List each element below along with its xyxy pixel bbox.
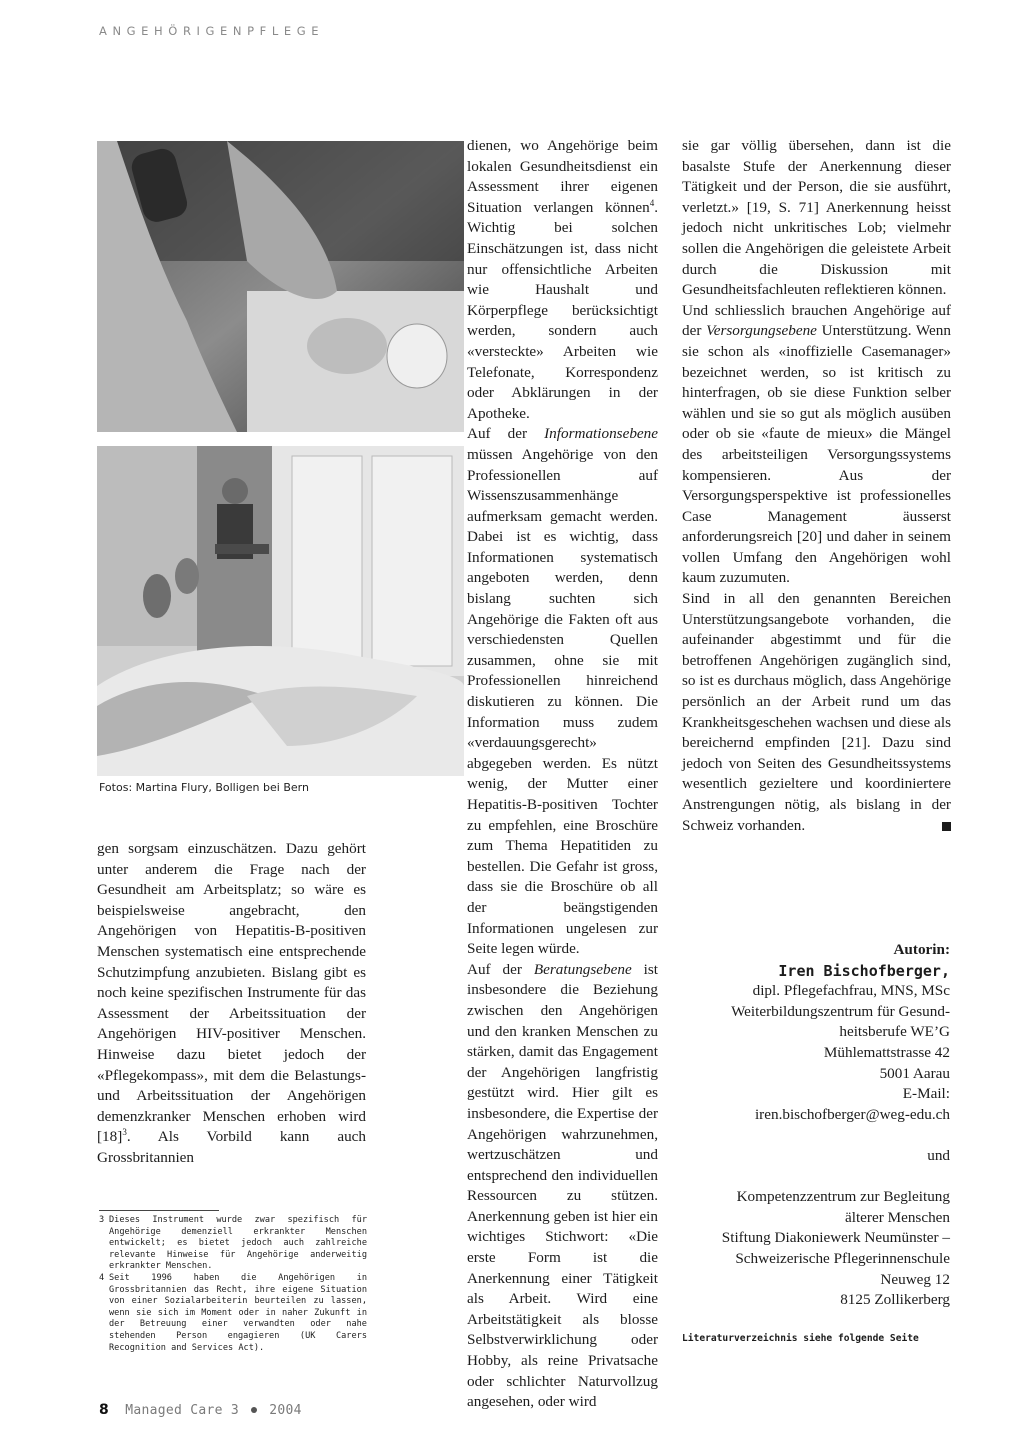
berat-pre: Auf der xyxy=(467,960,534,978)
column-2-text-a: dienen, wo Angehörige beim lokalen Gesundheitsdienst ein Assessment ihrer eigenen Situation verlangen können xyxy=(467,137,658,216)
column-2-paragraph-beratung xyxy=(467,960,658,1413)
author-line: Weiterbildungszentrum für Gesund- xyxy=(731,1002,950,1020)
author-name: Iren Bischofberger, xyxy=(778,961,950,980)
info-pre: Auf der xyxy=(467,425,545,443)
end-of-article-mark xyxy=(942,822,951,831)
footnote-text: Seit 1996 haben die Angehörigen in Grossbritannien das Recht, ihre eigene Situation von einer Sozialarbeiterin beurteilen zu lassen, wenn sie sich im Moment oder in naher Zukunft in der Betreuung einer verwandten oder nahe stehenden Person engagieren (UK Carers Recognition and Services Act). xyxy=(109,1272,367,1353)
term-beratungsebene: Beratungsebene xyxy=(533,960,632,978)
column-1-text-end: . Als Vorbild kann auch Grossbritannien xyxy=(97,1128,366,1166)
spacer xyxy=(682,1125,950,1146)
photo-man-on-phone xyxy=(97,141,464,432)
author-block xyxy=(682,940,950,1349)
footnote-text: Dieses Instrument wurde zwar spezifisch für Angehörige demenziell erkrankter Menschen entwickelt; es bietet jedoch auch zahlreiche relevante Hinweise für Angehörige anderweitig erkrankter Menschen. xyxy=(109,1215,367,1272)
berat-post: ist insbesondere die Beziehung zwischen den Angehörigen und den kranken Menschen zu stärken, damit das Engagement der Angehörigen langfristig gestützt wird. Hier gilt es insbesondere, die Expertise der Angehörigen wahrzunehmen, wertzuschätzen und entsprechend den individuellen Ressourcen zu stützen. Anerkennung geben ist hier ein wichtiges Stichwort: «Die erste Form ist die Anerkennung einer Tätigkeit als Arbeit. Wird eine Arbeitstätigkeit als blosse Selbstverwirklichung oder Hobby, als reine Privatsache oder schlichter Naturvollzug angesehen, oder wird xyxy=(467,960,658,1411)
section-label: ANGEHÖRIGENPFLEGE xyxy=(99,24,325,38)
issue-number: 3 xyxy=(230,1403,239,1418)
footnote-number: 3 xyxy=(99,1215,105,1225)
author-line: 8125 Zollikerberg xyxy=(840,1291,950,1309)
page-number: 8 xyxy=(99,1402,110,1418)
photo-phone-image xyxy=(97,141,464,432)
author-line: Schweizerische Pflegerinnenschule xyxy=(735,1249,950,1267)
term-versorgungsebene: Versorgungsebene xyxy=(706,322,817,340)
footnote-ref-3: 3 xyxy=(122,1127,127,1138)
column-2-paragraph-info xyxy=(467,424,658,959)
author-line: Kompetenzzentrum zur Begleitung xyxy=(736,1188,950,1206)
footnote-number: 4 xyxy=(99,1272,105,1283)
photo-caption: Fotos: Martina Flury, Bolligen bei Bern xyxy=(99,781,309,794)
column-3-paragraph-2 xyxy=(682,301,951,589)
versorgung-pre: Und schliesslich brauchen Angehörige auf der xyxy=(682,301,951,340)
column-3 xyxy=(682,136,951,836)
footnote-divider xyxy=(99,1210,219,1211)
literature-reference-note: Literaturverzeichnis siehe folgende Seite xyxy=(682,1332,919,1344)
column-3-text-3: Sind in all den genannten Bereichen Unterstützungsangebote vorhanden, die aufeinander abgestimmt und für die betroffenen Angehörigen zugänglich sind, so ist es durchaus möglich, dass Angehörige persönlich an der Arbeit rund um das Krankheitsgeschehen wachsen und diese als bereichernd empfinden [21]. Dazu sind jedoch von Seiten des Gesundheitssystems wesentlich gezieltere und koordiniertere Anstrengungen nötig, als bislang in der Schweiz vorhanden. xyxy=(682,590,951,834)
photo-bedroom-image xyxy=(97,446,464,776)
author-line: Mühlemattstrasse 42 xyxy=(823,1043,950,1061)
photo-bedroom xyxy=(97,446,464,776)
author-line: heitsberufe WE’G xyxy=(839,1023,950,1041)
info-post: müssen Angehörige von den Professionellen auf Wissenszusammenhänge aufmerksam gemacht werden. Dabei ist es wichtig, dass Informationen systematisch angeboten werden, denn bislang suchten sich Angehörige die Fakten oft aus verschiedensten Quellen zusammen, ohne sie mit Professionellen hinreichend diskutieren zu können. Die Information muss zudem «verdauungsgerecht» abgegeben werden. Es nützt wenig, der Mutter einer Hepatitis-B-positiven Tochter zu empfehlen, eine Broschüre zum Thema Hepatitiden zu bestellen. Die Gefahr ist gross, dass sie die Broschüre ob all der beängstigenden Informationen ungelesen zur Seite legen würde. xyxy=(467,445,658,958)
author-line: Neuweg 12 xyxy=(880,1270,950,1288)
footnotes xyxy=(99,1215,367,1354)
column-1-paragraph xyxy=(97,839,366,1169)
footnote-3 xyxy=(99,1215,367,1273)
author-und: und xyxy=(927,1146,950,1164)
issue-year: 2004 xyxy=(269,1403,302,1418)
author-line: dipl. Pflegefachfrau, MNS, MSc xyxy=(752,982,950,1000)
bullet-icon xyxy=(251,1407,257,1413)
term-informationsebene: Informationsebene xyxy=(544,425,658,443)
journal-name: Managed Care xyxy=(125,1403,223,1418)
author-email[interactable]: iren.bischofberger@weg-edu.ch xyxy=(754,1105,950,1123)
author-line: älterer Menschen xyxy=(845,1208,950,1226)
versorgung-post: Unterstützung. Wenn sie schon als «inoffizielle Casemanager» bezeichnet werden, so ist kritisch zu hinterfragen, ob sie diese Funktion selber wählen und sie so gut als möglich ausüben oder ob sie «faute de mieux» die Mängel des arbeitsteiligen Versorgungssystems kompensieren. Aus der Versorgungsperspektive ist professionelles Case Management äusserst anforderungsreich [20] und daher in seinem vollen Umfang den Angehörigen wohl kaum zuzumuten. xyxy=(682,322,951,587)
column-2-text-b: . Wichtig bei solchen Einschätzungen ist, dass nicht nur offensichtliche Arbeiten wie Haushalt und Körperpflege berücksichtigt werden, sondern auch «versteckte» Arbeiten wie Telefonate, Korrespondenz oder Abklärungen in der Apotheke. xyxy=(467,198,658,422)
column-3-paragraph-1: sie gar völlig übersehen, dann ist die basalste Stufe der Anerkennung dieser Tätigkeit und der Person, die sie ausführt, verletzt.» [19, S. 71] Anerkennung heisst jedoch nicht unkritisches Lob; vielmehr sollen die Angehörigen die geleistete Arbeit durch die Diskussion mit Gesundheitsfachleuten reflektieren können. xyxy=(682,137,951,299)
author-label: Autorin: xyxy=(893,941,950,958)
footnote-ref-4: 4 xyxy=(649,197,655,208)
author-line: 5001 Aarau xyxy=(879,1064,950,1082)
column-3-paragraph-3 xyxy=(682,589,951,836)
author-line: E-Mail: xyxy=(902,1085,950,1103)
column-2-paragraph-1 xyxy=(467,136,658,424)
page-footer xyxy=(99,1402,302,1418)
footnote-4 xyxy=(99,1273,367,1354)
column-1 xyxy=(97,839,366,1169)
column-1-text: gen sorgsam einzuschätzen. Dazu gehört unter anderem die Frage nach der Gesundheit am Arbeitsplatz; so wäre es beispielsweise angebracht, den Angehörigen von Hepatitis-B-positiven Menschen systematisch eine entsprechende Schutzimpfung anzubieten. Bislang gibt es noch keine spezifischen Instrumente für das Assessment der Arbeitssituation der Angehörigen HIV-positiver Menschen. Hinweise dazu bietet jedoch der «Pflegekompass», mit dem die Belastungs- und Arbeitssituation der Angehörigen demenzkranker Menschen erhoben wird [18] xyxy=(97,840,366,1146)
spacer xyxy=(682,1167,950,1188)
author-line: Stiftung Diakoniewerk Neumünster – xyxy=(721,1229,950,1247)
column-2-top xyxy=(467,136,658,1413)
